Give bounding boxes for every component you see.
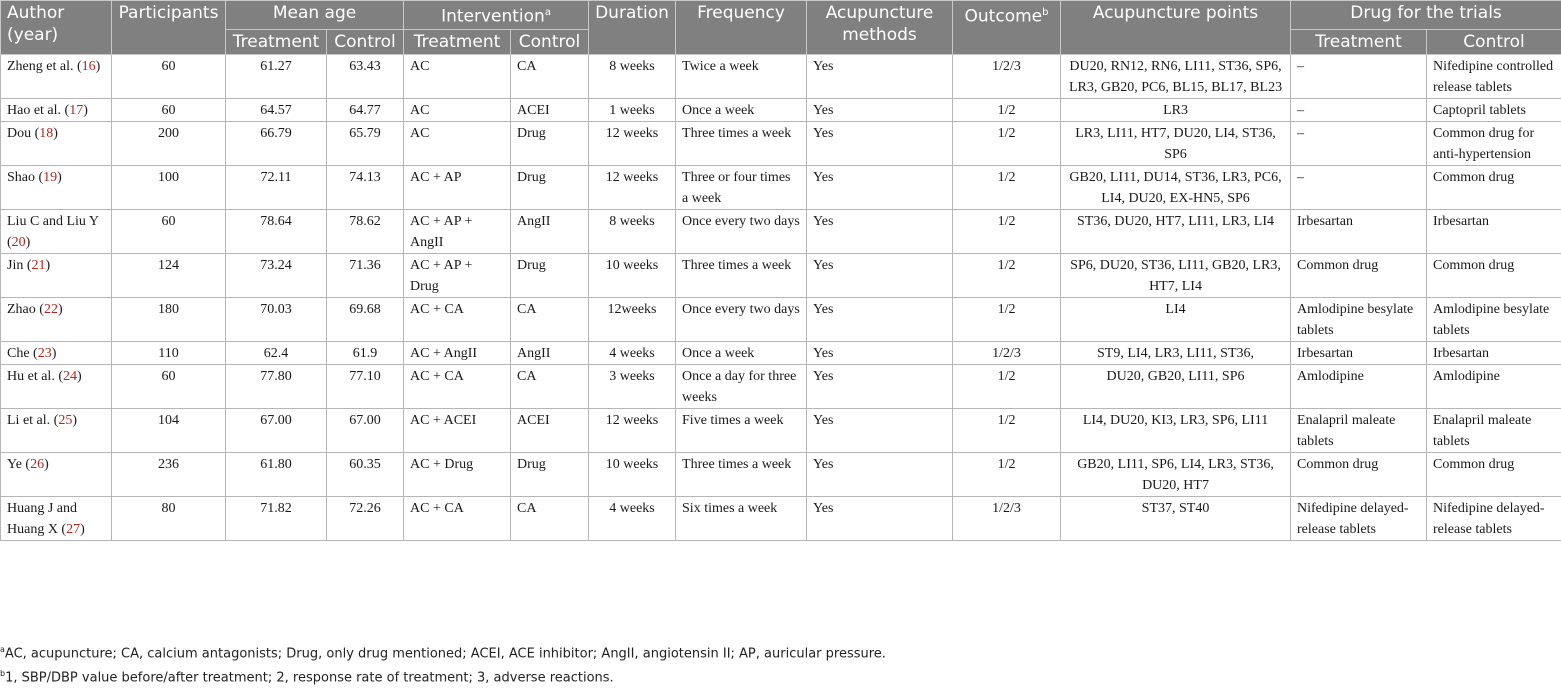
cell-author: [1, 452, 112, 496]
cell-intervention-treatment: AC + AP + Drug: [404, 253, 511, 297]
footnotes: [0, 640, 1561, 689]
cell-author: [1, 209, 112, 253]
cell-drug-treatment: –: [1291, 165, 1427, 209]
cell-age-treatment: 78.64: [226, 209, 327, 253]
cell-drug-treatment: Common drug: [1291, 253, 1427, 297]
table-row: [1, 496, 1561, 540]
cell-participants: 200: [112, 121, 226, 165]
cell-intervention-control: Drug: [511, 165, 589, 209]
cell-age-control: 71.36: [327, 253, 404, 297]
cell-intervention-control: Drug: [511, 452, 589, 496]
cell-age-control: 72.26: [327, 496, 404, 540]
table-row: [1, 341, 1561, 364]
header-intervention-control: Control: [511, 29, 589, 54]
cell-intervention-control: AngII: [511, 341, 589, 364]
cell-outcome: 1/2: [953, 165, 1061, 209]
header-outcome: [953, 1, 1061, 55]
cell-acupuncture-methods: Yes: [807, 253, 953, 297]
header-frequency: Frequency: [676, 1, 807, 55]
table-row: [1, 121, 1561, 165]
cell-drug-treatment: Common drug: [1291, 452, 1427, 496]
cell-intervention-control: CA: [511, 364, 589, 408]
cell-drug-control: Enalapril maleate tablets: [1427, 408, 1561, 452]
cell-intervention-control: ACEI: [511, 98, 589, 121]
cell-age-treatment: 61.80: [226, 452, 327, 496]
header-outcome-sup: b: [1042, 7, 1048, 18]
cell-age-control: 74.13: [327, 165, 404, 209]
cell-participants: 60: [112, 54, 226, 98]
cell-participants: 60: [112, 209, 226, 253]
cell-duration: 12weeks: [589, 297, 676, 341]
reference-link[interactable]: 22: [44, 302, 58, 317]
author-name: Zhao (: [7, 302, 44, 317]
cell-author: [1, 54, 112, 98]
cell-age-treatment: 77.80: [226, 364, 327, 408]
cell-duration: 3 weeks: [589, 364, 676, 408]
cell-participants: 104: [112, 408, 226, 452]
cell-outcome: 1/2/3: [953, 496, 1061, 540]
author-name: Zheng et al. (: [7, 59, 82, 74]
reference-link[interactable]: 19: [43, 170, 57, 185]
cell-outcome: 1/2: [953, 253, 1061, 297]
cell-age-treatment: 64.57: [226, 98, 327, 121]
cell-frequency: Once every two days: [676, 297, 807, 341]
cell-drug-treatment: –: [1291, 121, 1427, 165]
cell-participants: 100: [112, 165, 226, 209]
cell-outcome: 1/2: [953, 364, 1061, 408]
cell-acupuncture-methods: Yes: [807, 54, 953, 98]
author-paren: ): [53, 126, 58, 141]
cell-drug-control: Irbesartan: [1427, 341, 1561, 364]
reference-link[interactable]: 21: [32, 258, 46, 273]
header-mean-age: Mean age: [226, 1, 404, 30]
cell-participants: 180: [112, 297, 226, 341]
header-intervention-label: Intervention: [441, 7, 545, 27]
reference-link[interactable]: 24: [63, 369, 77, 384]
author-name: Shao (: [7, 170, 43, 185]
header-outcome-label: Outcome: [965, 7, 1043, 27]
cell-intervention-control: ACEI: [511, 408, 589, 452]
cell-drug-control: Common drug: [1427, 452, 1561, 496]
author-paren: ): [83, 103, 88, 118]
cell-drug-control: Common drug: [1427, 165, 1561, 209]
table-row: [1, 364, 1561, 408]
cell-duration: 8 weeks: [589, 54, 676, 98]
cell-duration: 4 weeks: [589, 496, 676, 540]
cell-drug-control: Common drug: [1427, 253, 1561, 297]
author-name: Jin (: [7, 258, 32, 273]
cell-age-treatment: 73.24: [226, 253, 327, 297]
cell-frequency: Six times a week: [676, 496, 807, 540]
header-drug-for-trials: Drug for the trials: [1291, 1, 1561, 30]
author-name: Hu et al. (: [7, 369, 63, 384]
table-row: [1, 54, 1561, 98]
cell-drug-control: Irbesartan: [1427, 209, 1561, 253]
reference-link[interactable]: 16: [82, 59, 96, 74]
header-author: Author (year): [1, 1, 112, 55]
author-name: Hao et al. (: [7, 103, 69, 118]
cell-drug-treatment: Nifedipine delayed-release tablets: [1291, 496, 1427, 540]
footnote-b-marker: b: [0, 669, 5, 678]
cell-drug-control: Nifedipine delayed-release tablets: [1427, 496, 1561, 540]
cell-age-control: 77.10: [327, 364, 404, 408]
table-row: [1, 408, 1561, 452]
cell-author: [1, 253, 112, 297]
author-name: Dou (: [7, 126, 39, 141]
header-acupuncture-methods: Acupuncture methods: [807, 1, 953, 55]
cell-outcome: 1/2: [953, 98, 1061, 121]
cell-intervention-treatment: AC + CA: [404, 297, 511, 341]
cell-age-control: 64.77: [327, 98, 404, 121]
cell-participants: 80: [112, 496, 226, 540]
cell-acupuncture-methods: Yes: [807, 98, 953, 121]
table-row: [1, 253, 1561, 297]
author-name: Liu C and Liu Y (: [7, 214, 99, 250]
cell-frequency: Once every two days: [676, 209, 807, 253]
reference-link[interactable]: 17: [69, 103, 83, 118]
cell-intervention-treatment: AC: [404, 54, 511, 98]
cell-duration: 4 weeks: [589, 341, 676, 364]
cell-frequency: Five times a week: [676, 408, 807, 452]
cell-author: [1, 496, 112, 540]
header-drug-treatment: Treatment: [1291, 29, 1427, 54]
header-intervention: [404, 1, 589, 30]
cell-intervention-treatment: AC + CA: [404, 364, 511, 408]
cell-acupuncture-methods: Yes: [807, 496, 953, 540]
cell-acupuncture-points: LI4: [1061, 297, 1291, 341]
cell-intervention-treatment: AC + Drug: [404, 452, 511, 496]
reference-link[interactable]: 27: [66, 522, 80, 537]
cell-duration: 12 weeks: [589, 165, 676, 209]
cell-acupuncture-points: SP6, DU20, ST36, LI11, GB20, LR3, HT7, LI4: [1061, 253, 1291, 297]
table-row: [1, 452, 1561, 496]
cell-intervention-treatment: AC + AngII: [404, 341, 511, 364]
cell-outcome: 1/2: [953, 452, 1061, 496]
cell-intervention-treatment: AC: [404, 121, 511, 165]
cell-author: [1, 121, 112, 165]
cell-intervention-control: CA: [511, 297, 589, 341]
cell-participants: 60: [112, 364, 226, 408]
author-name: Huang J and Huang X (: [7, 501, 77, 537]
cell-age-treatment: 62.4: [226, 341, 327, 364]
cell-duration: 10 weeks: [589, 452, 676, 496]
header-duration: Duration: [589, 1, 676, 55]
cell-outcome: 1/2: [953, 209, 1061, 253]
cell-acupuncture-points: LR3: [1061, 98, 1291, 121]
cell-intervention-treatment: AC + ACEI: [404, 408, 511, 452]
author-paren: ): [44, 457, 49, 472]
cell-drug-control: Amlodipine besylate tablets: [1427, 297, 1561, 341]
header-participants: Participants: [112, 1, 226, 55]
footnote-b: [0, 664, 1561, 688]
cell-outcome: 1/2/3: [953, 54, 1061, 98]
cell-acupuncture-methods: Yes: [807, 165, 953, 209]
cell-age-treatment: 71.82: [226, 496, 327, 540]
cell-age-control: 67.00: [327, 408, 404, 452]
cell-acupuncture-points: GB20, LI11, DU14, ST36, LR3, PC6, LI4, DU20, EX-HN5, SP6: [1061, 165, 1291, 209]
cell-frequency: Once a week: [676, 98, 807, 121]
cell-frequency: Three times a week: [676, 121, 807, 165]
cell-age-control: 65.79: [327, 121, 404, 165]
cell-intervention-control: AngII: [511, 209, 589, 253]
header-age-treatment: Treatment: [226, 29, 327, 54]
cell-acupuncture-methods: Yes: [807, 452, 953, 496]
author-paren: ): [52, 346, 57, 361]
cell-age-control: 69.68: [327, 297, 404, 341]
table-header: [1, 1, 1561, 55]
author-name: Che (: [7, 346, 38, 361]
author-name: Li et al. (: [7, 413, 58, 428]
table-row: [1, 209, 1561, 253]
cell-drug-control: Captopril tablets: [1427, 98, 1561, 121]
cell-drug-control: Nifedipine controlled release tablets: [1427, 54, 1561, 98]
cell-duration: 8 weeks: [589, 209, 676, 253]
cell-outcome: 1/2: [953, 121, 1061, 165]
reference-link[interactable]: 20: [12, 235, 26, 250]
cell-drug-treatment: Amlodipine: [1291, 364, 1427, 408]
cell-outcome: 1/2: [953, 408, 1061, 452]
footnote-a-text: AC, acupuncture; CA, calcium antagonists; Drug, only drug mentioned; ACEI, ACE inhibitor; AngII, angiotensin II; AP, auricular pressure.: [5, 646, 886, 661]
cell-acupuncture-points: ST37, ST40: [1061, 496, 1291, 540]
table-row: [1, 165, 1561, 209]
cell-age-treatment: 70.03: [226, 297, 327, 341]
cell-author: [1, 165, 112, 209]
cell-acupuncture-methods: Yes: [807, 297, 953, 341]
cell-age-treatment: 61.27: [226, 54, 327, 98]
header-acupuncture-points: Acupuncture points: [1061, 1, 1291, 55]
cell-frequency: Three or four times a week: [676, 165, 807, 209]
author-paren: ): [26, 235, 31, 250]
cell-author: [1, 98, 112, 121]
cell-author: [1, 341, 112, 364]
author-paren: ): [96, 59, 101, 74]
cell-drug-treatment: –: [1291, 98, 1427, 121]
cell-participants: 124: [112, 253, 226, 297]
cell-participants: 60: [112, 98, 226, 121]
header-age-control: Control: [327, 29, 404, 54]
cell-duration: 12 weeks: [589, 121, 676, 165]
table-body: [1, 54, 1561, 540]
cell-author: [1, 364, 112, 408]
header-row-1: [1, 1, 1561, 30]
reference-link[interactable]: 25: [58, 413, 72, 428]
cell-drug-treatment: –: [1291, 54, 1427, 98]
cell-intervention-treatment: AC + AP: [404, 165, 511, 209]
cell-acupuncture-points: LI4, DU20, KI3, LR3, SP6, LI11: [1061, 408, 1291, 452]
cell-acupuncture-points: DU20, RN12, RN6, LI11, ST36, SP6, LR3, GB20, PC6, BL15, BL17, BL23: [1061, 54, 1291, 98]
table-row: [1, 297, 1561, 341]
footnote-a-marker: a: [0, 645, 5, 654]
cell-acupuncture-points: ST36, DU20, HT7, LI11, LR3, LI4: [1061, 209, 1291, 253]
cell-intervention-control: CA: [511, 54, 589, 98]
cell-duration: 1 weeks: [589, 98, 676, 121]
header-intervention-treatment: Treatment: [404, 29, 511, 54]
cell-acupuncture-points: GB20, LI11, SP6, LI4, LR3, ST36, DU20, HT7: [1061, 452, 1291, 496]
reference-link[interactable]: 18: [39, 126, 53, 141]
footnote-b-text: 1, SBP/DBP value before/after treatment; 2, response rate of treatment; 3, adverse reactions.: [5, 671, 614, 686]
cell-acupuncture-points: LR3, LI11, HT7, DU20, LI4, ST36, SP6: [1061, 121, 1291, 165]
cell-intervention-control: Drug: [511, 121, 589, 165]
cell-age-control: 60.35: [327, 452, 404, 496]
cell-frequency: Three times a week: [676, 253, 807, 297]
author-paren: ): [58, 302, 63, 317]
reference-link[interactable]: 23: [38, 346, 52, 361]
author-paren: ): [46, 258, 51, 273]
header-intervention-sup: a: [545, 7, 551, 18]
table-row: [1, 98, 1561, 121]
cell-age-treatment: 72.11: [226, 165, 327, 209]
cell-frequency: Twice a week: [676, 54, 807, 98]
cell-age-control: 78.62: [327, 209, 404, 253]
cell-acupuncture-methods: Yes: [807, 121, 953, 165]
cell-intervention-control: CA: [511, 496, 589, 540]
cell-drug-treatment: Irbesartan: [1291, 341, 1427, 364]
author-paren: ): [77, 369, 82, 384]
cell-drug-control: Common drug for anti-hypertension: [1427, 121, 1561, 165]
cell-author: [1, 297, 112, 341]
cell-drug-treatment: Irbesartan: [1291, 209, 1427, 253]
cell-intervention-treatment: AC + AP + AngII: [404, 209, 511, 253]
author-paren: ): [72, 413, 77, 428]
cell-drug-treatment: Enalapril maleate tablets: [1291, 408, 1427, 452]
cell-intervention-treatment: AC + CA: [404, 496, 511, 540]
cell-frequency: Once a week: [676, 341, 807, 364]
cell-frequency: Once a day for three weeks: [676, 364, 807, 408]
cell-drug-treatment: Amlodipine besylate tablets: [1291, 297, 1427, 341]
reference-link[interactable]: 26: [30, 457, 44, 472]
cell-acupuncture-methods: Yes: [807, 364, 953, 408]
cell-outcome: 1/2: [953, 297, 1061, 341]
cell-acupuncture-methods: Yes: [807, 341, 953, 364]
footnote-a: [0, 640, 1561, 664]
author-paren: ): [57, 170, 62, 185]
cell-author: [1, 408, 112, 452]
cell-acupuncture-methods: Yes: [807, 408, 953, 452]
cell-age-treatment: 67.00: [226, 408, 327, 452]
cell-outcome: 1/2/3: [953, 341, 1061, 364]
cell-age-treatment: 66.79: [226, 121, 327, 165]
cell-acupuncture-methods: Yes: [807, 209, 953, 253]
cell-duration: 10 weeks: [589, 253, 676, 297]
header-drug-control: Control: [1427, 29, 1561, 54]
cell-duration: 12 weeks: [589, 408, 676, 452]
author-name: Ye (: [7, 457, 30, 472]
cell-drug-control: Amlodipine: [1427, 364, 1561, 408]
cell-intervention-control: Drug: [511, 253, 589, 297]
author-paren: ): [80, 522, 85, 537]
cell-intervention-treatment: AC: [404, 98, 511, 121]
cell-age-control: 61.9: [327, 341, 404, 364]
cell-acupuncture-points: ST9, LI4, LR3, LI11, ST36,: [1061, 341, 1291, 364]
cell-participants: 236: [112, 452, 226, 496]
cell-acupuncture-points: DU20, GB20, LI11, SP6: [1061, 364, 1291, 408]
cell-participants: 110: [112, 341, 226, 364]
cell-frequency: Three times a week: [676, 452, 807, 496]
cell-age-control: 63.43: [327, 54, 404, 98]
